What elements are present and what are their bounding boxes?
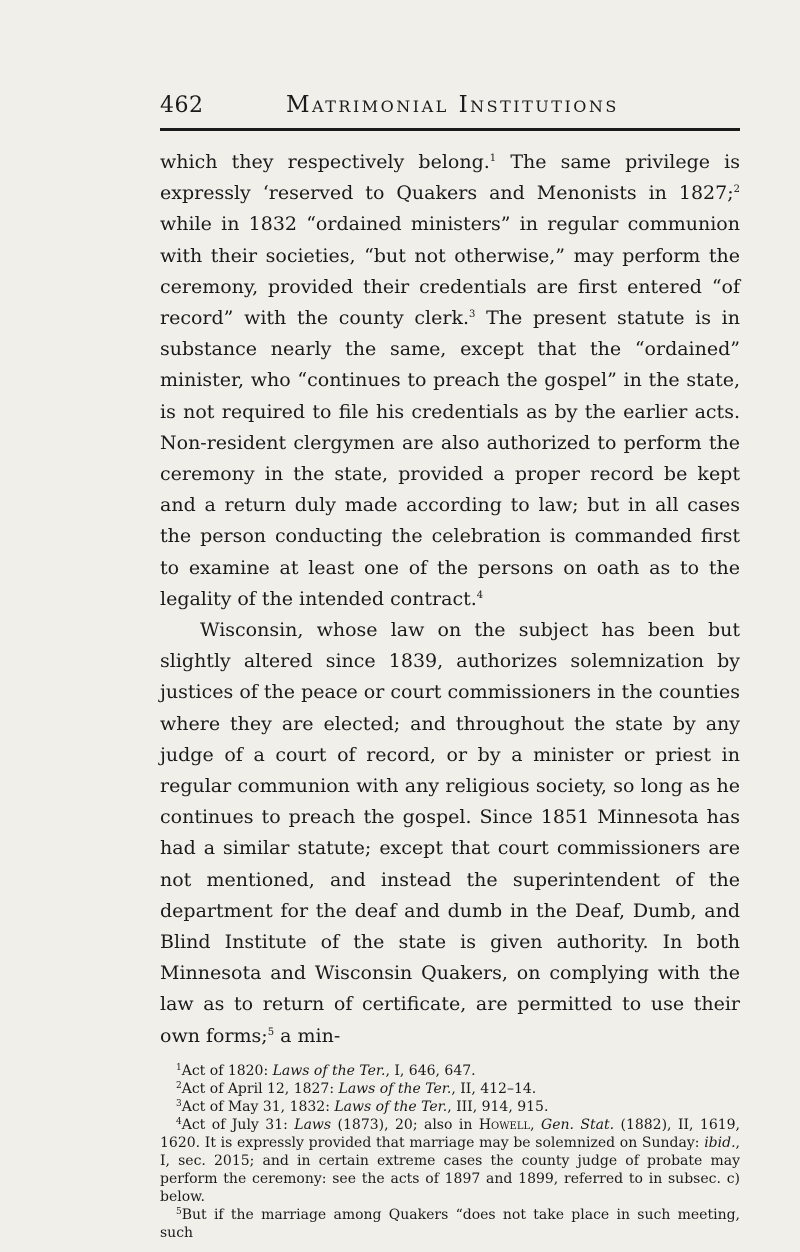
footnote-ref-3: 3 <box>469 309 476 321</box>
footnote-5 <box>160 1206 740 1242</box>
footnote-mark: 4 <box>176 1116 182 1127</box>
footnote-2 <box>160 1080 740 1098</box>
header-rule <box>160 128 740 131</box>
footnotes <box>160 1062 740 1242</box>
footnote-citation: ibid. <box>704 1134 736 1151</box>
footnote-text: Act of 1820: <box>181 1062 273 1079</box>
body-text <box>160 147 740 1052</box>
footnote-text: (1873), 20; also in <box>331 1116 479 1133</box>
footnote-text: , I, sec. 2015; and in certain extreme cases the county judge of probate may perform the ceremony: see the acts of 1897 and 1899, referred to in subsec. c) below. <box>160 1134 740 1205</box>
footnote-text: But if the marriage among Quakers “does not take place in such meeting, such <box>160 1206 740 1241</box>
paragraph-2-text: a min- <box>274 1024 341 1047</box>
footnote-1 <box>160 1062 740 1080</box>
footnote-text: Act of April 12, 1827: <box>181 1080 339 1097</box>
footnote-text: , <box>530 1116 542 1133</box>
footnote-4 <box>160 1116 740 1206</box>
footnote-mark: 3 <box>176 1098 182 1109</box>
footnote-text: (1882), II, 1619, 1620. It is expressly provided that marriage may be solemnized on Sunday: <box>160 1116 740 1151</box>
page-number: 462 <box>160 93 204 118</box>
footnote-author: Howell <box>478 1116 531 1133</box>
footnote-ref-4: 4 <box>476 589 484 601</box>
footnote-mark: 2 <box>176 1080 182 1091</box>
footnote-mark: 5 <box>176 1206 182 1217</box>
footnote-text: , I, 646, 647. <box>385 1062 476 1079</box>
footnote-ref-1: 1 <box>489 153 497 164</box>
footnote-text: Act of July 31: <box>181 1116 295 1133</box>
footnote-ref-2: 2 <box>733 184 740 196</box>
footnote-text: , II, 412–14. <box>451 1080 537 1097</box>
footnote-citation: Gen. Stat. <box>541 1116 615 1133</box>
footnote-3 <box>160 1098 740 1116</box>
footnote-citation: Laws of the Ter. <box>338 1080 452 1097</box>
book-page <box>160 92 740 1242</box>
paragraph-1-text: which they respectively belong. <box>160 151 490 173</box>
footnote-text: Act of May 31, 1832: <box>181 1098 335 1115</box>
footnote-text: , III, 914, 915. <box>447 1098 549 1115</box>
page-header <box>160 92 740 124</box>
footnote-ref-5: 5 <box>267 1026 275 1038</box>
paragraph-1 <box>160 147 740 615</box>
footnote-mark: 1 <box>176 1062 182 1073</box>
running-head: Matrimonial Institutions <box>286 92 619 118</box>
footnote-citation: Laws <box>294 1116 332 1133</box>
paragraph-2-text: Wisconsin, whose law on the subject has been but slightly altered since 1839, authorizes solemnization by justices of the peace or court commissioners in the counties where they are elected; and throughout the state by any judge of a court of record, or by a minister or priest in regular communion with any religious society, so long as he continues to preach the gospel. Since 1851 Minnesota has had a similar statute; except that court commissioners are not mentioned, and instead the superintendent of the department for the deaf and dumb in the Deaf, Dumb, and Blind Institute of the state is given authority. In both Minnesota and Wisconsin Quakers, on complying with the law as to return of certificate, are permitted to use their own forms; <box>160 619 740 1047</box>
paragraph-1-text: The same privilege is expressly ‘reserved to Quakers and Menonists in 1827; <box>160 151 740 205</box>
paragraph-1-text: The present statute is in substance nearly the same, except that the “ordained” minister, who “continues to preach the gospel” in the state, is not required to file his credentials as by the earlier acts. Non-resident clergymen are also authorized to perform the ceremony in the state, provided a proper record be kept and a return duly made according to law; but in all cases the person conducting the celebration is commanded first to examine at least one of the persons on oath as to the legality of the intended contract. <box>160 307 740 610</box>
footnote-citation: Laws of the Ter. <box>334 1098 448 1115</box>
paragraph-2 <box>160 615 740 1052</box>
paragraph-1-text: while in 1832 “ordained ministers” in regular communion with their societies, “but not otherwise,” may perform the ceremony, provided their credentials are first entered “of record” with the county clerk. <box>160 213 740 330</box>
footnote-citation: Laws of the Ter. <box>272 1062 386 1079</box>
